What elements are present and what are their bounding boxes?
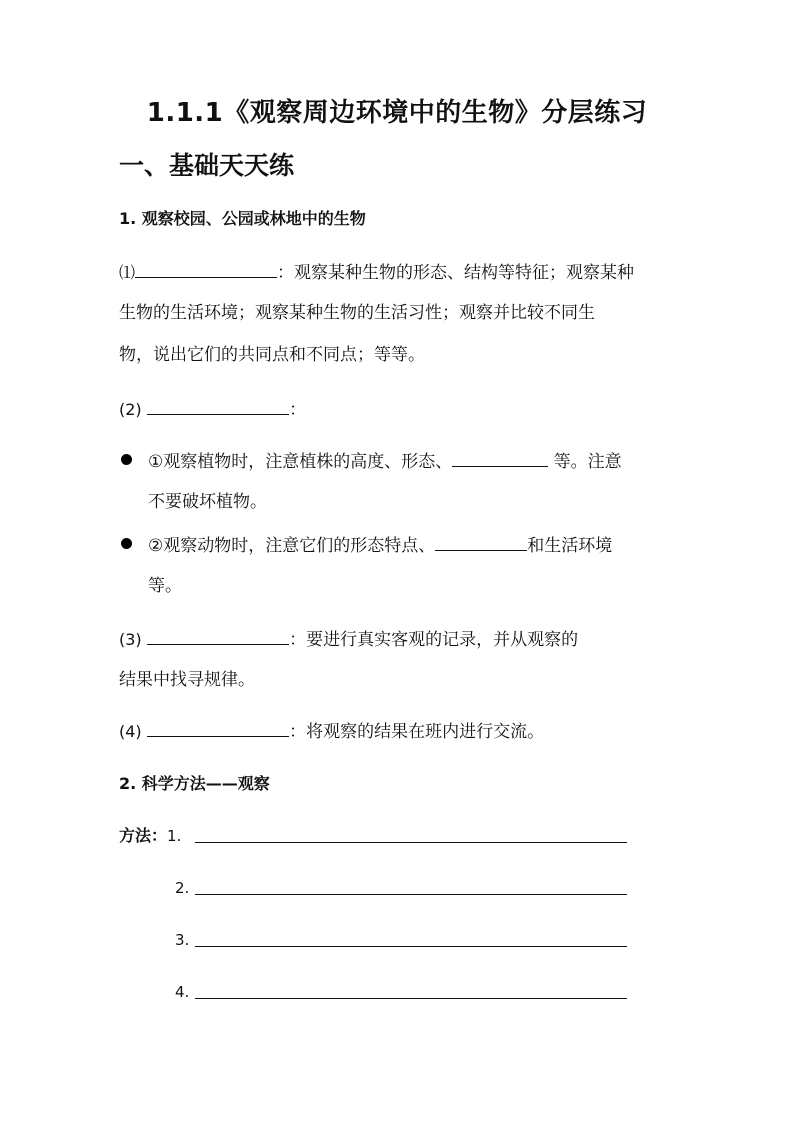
bullet-2-blank[interactable] [435,532,527,551]
page-title: 1.1.1《观察周边环境中的生物》分层练习 [146,98,648,128]
question-2-heading: 2. 科学方法——观察 [119,774,270,793]
method-label: 方法： [119,826,168,845]
bullet-2-suffix: 和生活环境 [527,536,613,556]
bullet-1-blank[interactable] [452,448,548,467]
section-heading: 一、基础天天练 [119,151,295,180]
item-4-line [119,718,544,744]
method-answer-line-1[interactable] [195,842,627,843]
item-1-line-3: 物，说出它们的共同点和不同点；等等。 [119,345,425,365]
bullet-1-line-1 [148,448,622,474]
item-3-line-2: 结果中找寻规律。 [119,670,255,690]
item-4-blank[interactable] [147,718,289,737]
bullet-1-line-2: 不要破坏植物。 [148,492,267,512]
bullet-2-line-2: 等。 [148,576,182,596]
item-2-number: (2) [119,400,142,419]
item-1-line-1 [119,259,634,285]
question-1-heading: 1. 观察校园、公园或林地中的生物 [119,209,366,228]
item-4-text: ：将观察的结果在班内进行交流。 [289,722,545,742]
method-answer-line-2[interactable] [195,894,627,895]
item-3-line-1 [119,626,578,652]
bullet-1-suffix: 等。注意 [548,452,622,472]
item-1-line-2: 生物的生活环境；观察某种生物的生活习性；观察并比较不同生 [119,303,595,323]
method-answer-line-3[interactable] [195,946,627,947]
item-3-text: ：要进行真实客观的记录，并从观察的 [289,630,579,650]
bullet-dot-2 [121,538,132,549]
item-2-line [119,396,306,422]
method-number-3: 3. [175,931,190,949]
item-2-colon: ： [289,400,307,420]
bullet-2-line-1 [148,532,612,558]
method-answer-line-4[interactable] [195,998,627,999]
method-number-4: 4. [175,983,190,1001]
item-3-blank[interactable] [147,626,289,645]
item-1-text: ：观察某种生物的形态、结构等特征；观察某种 [277,263,635,283]
bullet-2-text: ②观察动物时，注意它们的形态特点、 [148,536,436,556]
item-3-number: (3) [119,630,142,649]
bullet-1-text: ①观察植物时，注意植株的高度、形态、 [148,452,453,472]
method-label-row [119,825,181,847]
item-1-blank[interactable] [135,259,277,278]
method-number-1: 1. [167,827,182,845]
bullet-dot-1 [121,454,132,465]
item-1-number: ⑴ [119,263,136,282]
item-4-number: (4) [119,722,142,741]
item-2-blank[interactable] [147,396,289,415]
method-number-2: 2. [175,879,190,897]
